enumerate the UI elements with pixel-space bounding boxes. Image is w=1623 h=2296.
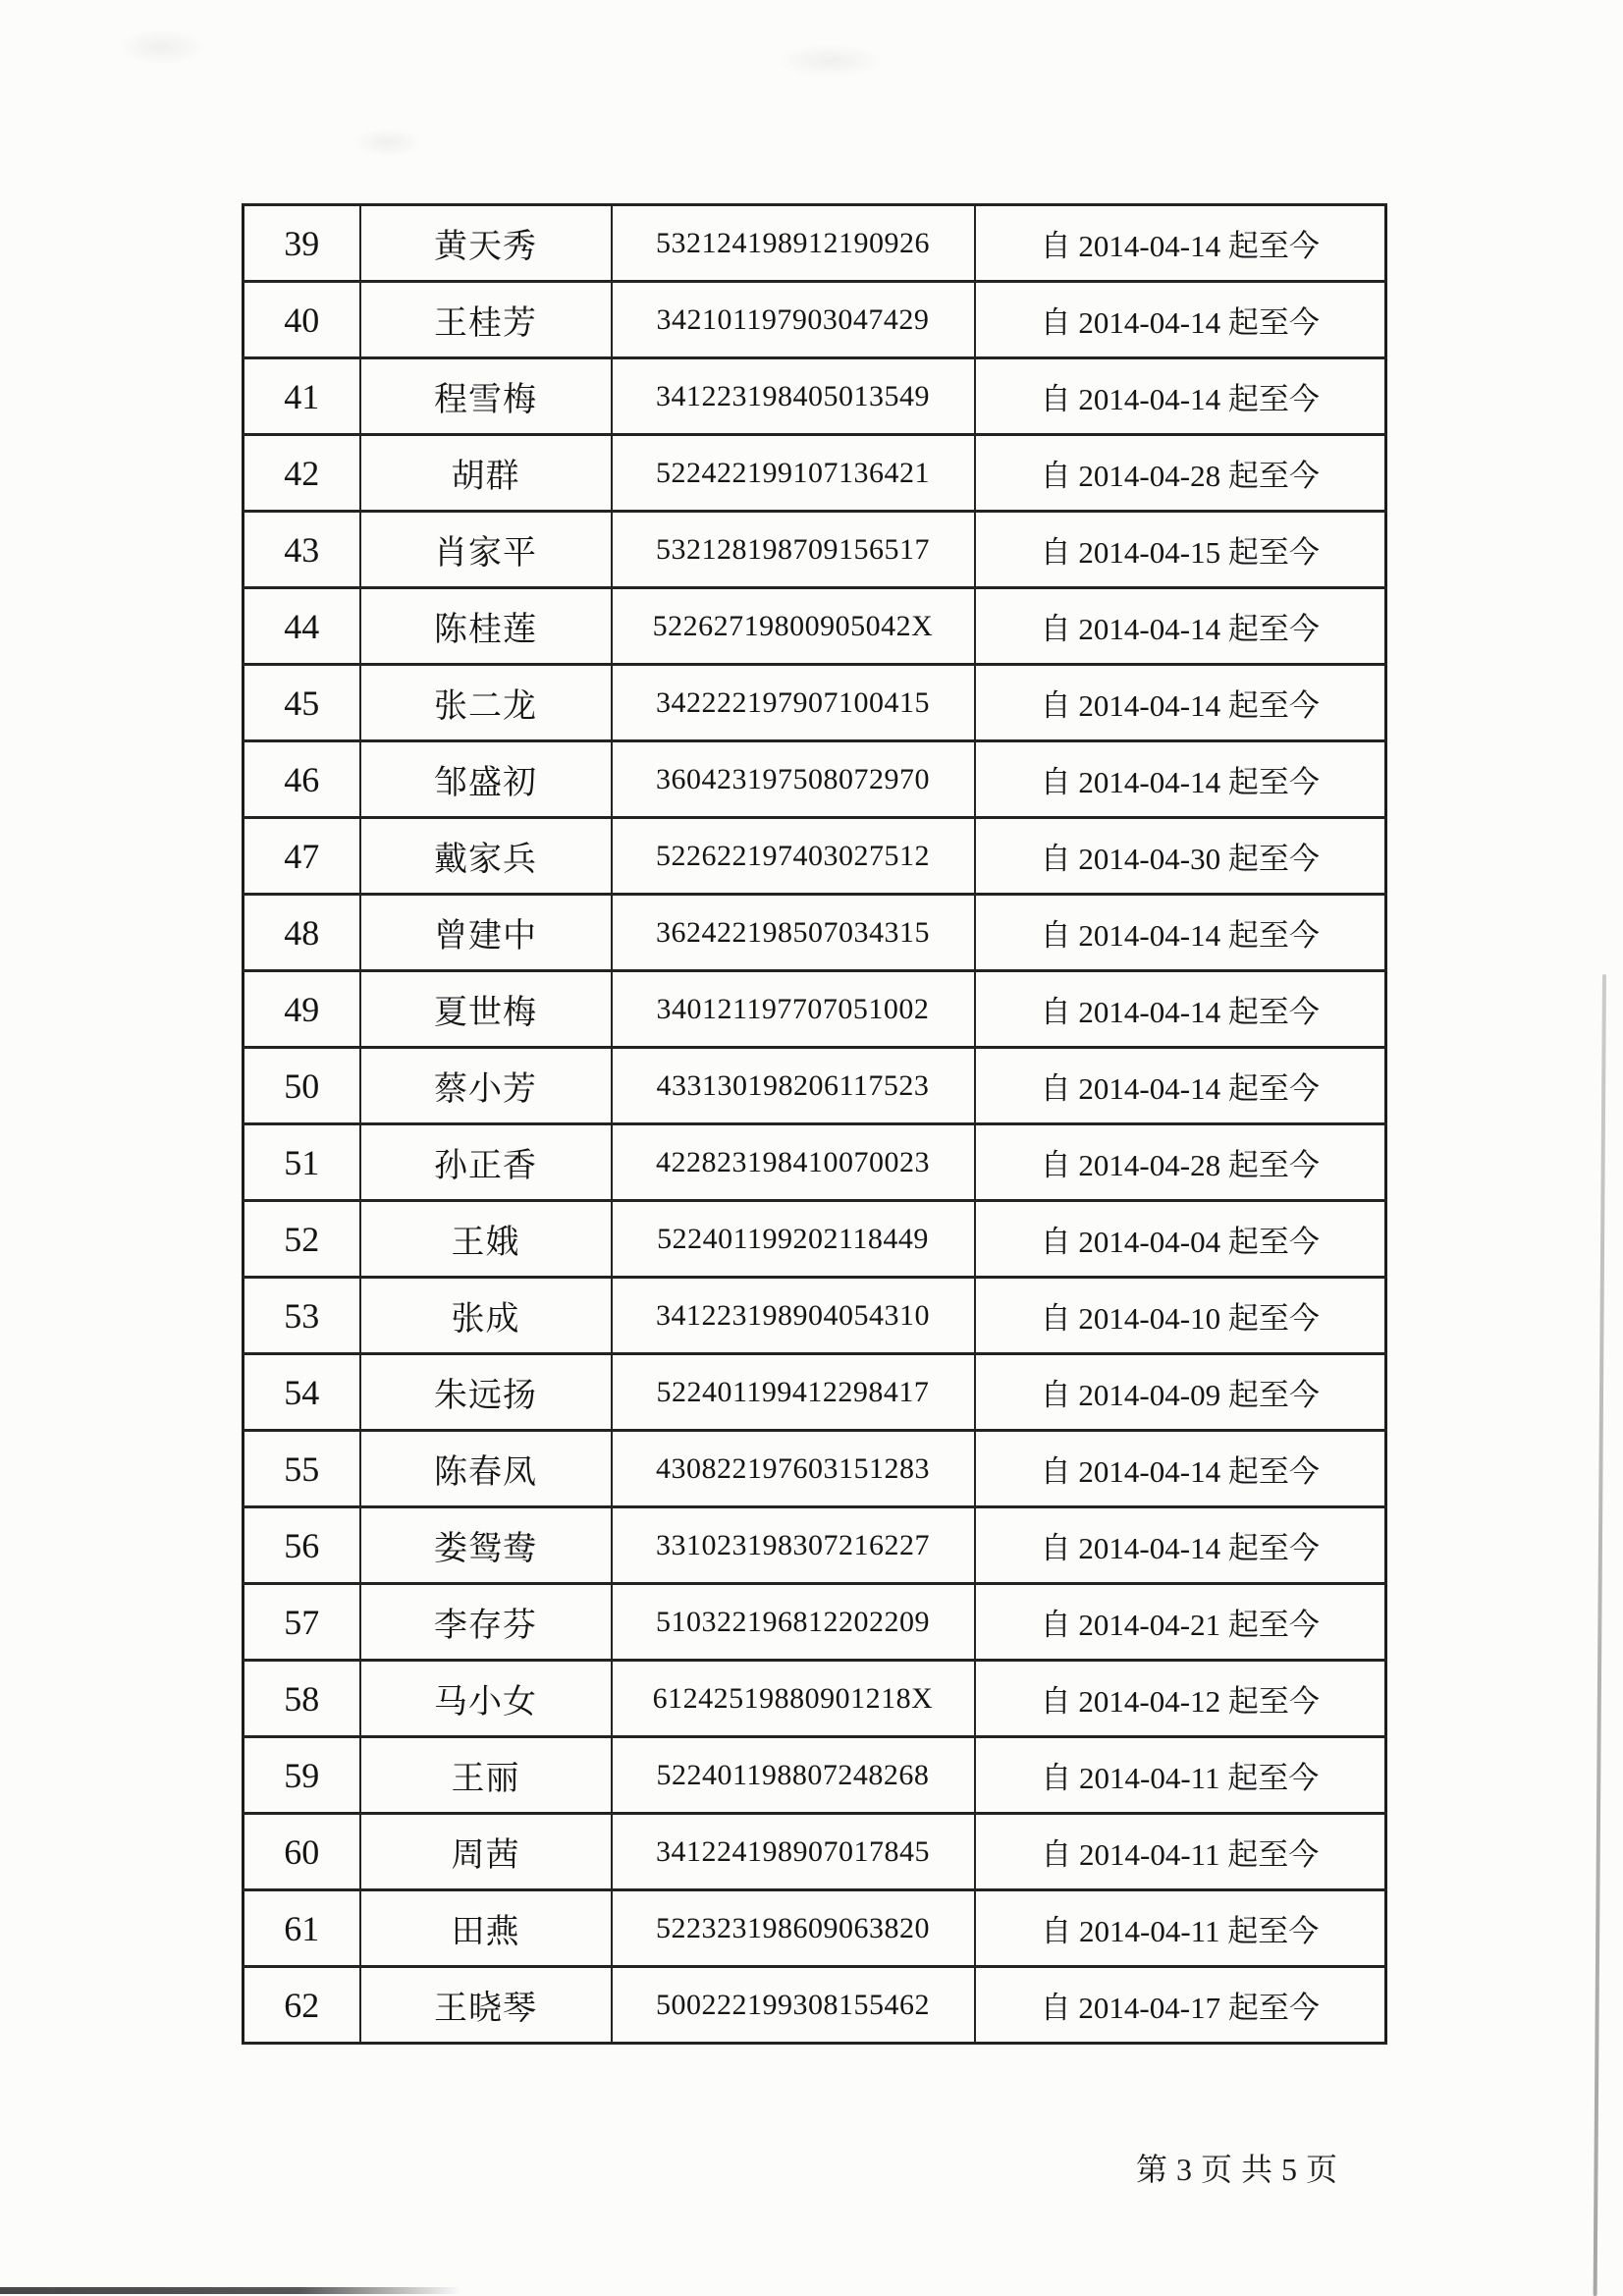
person-name-cell: 戴家兵 xyxy=(360,818,612,895)
validity-period-cell: 自 2014-04-14 起至今 xyxy=(975,1431,1386,1507)
row-number-cell: 54 xyxy=(243,1354,360,1431)
scan-smudge xyxy=(118,29,206,65)
validity-period-cell: 自 2014-04-15 起至今 xyxy=(975,512,1386,588)
id-number-cell: 532128198709156517 xyxy=(612,512,975,588)
row-number-cell: 52 xyxy=(243,1201,360,1278)
person-name-cell: 孙正香 xyxy=(360,1124,612,1201)
row-number-cell: 62 xyxy=(243,1967,360,2044)
id-number-cell: 342101197903047429 xyxy=(612,282,975,358)
validity-period-cell: 自 2014-04-09 起至今 xyxy=(975,1354,1386,1431)
table-row xyxy=(243,282,1386,358)
row-number-cell: 42 xyxy=(243,435,360,512)
person-name-cell: 肖家平 xyxy=(360,512,612,588)
person-name-cell: 张二龙 xyxy=(360,665,612,741)
scan-smudge xyxy=(776,44,884,78)
validity-period-cell: 自 2014-04-28 起至今 xyxy=(975,1124,1386,1201)
id-number-cell: 532124198912190926 xyxy=(612,205,975,282)
scan-artifact-right-edge-line xyxy=(1594,974,1606,2296)
row-number-cell: 55 xyxy=(243,1431,360,1507)
validity-period-cell: 自 2014-04-14 起至今 xyxy=(975,1507,1386,1584)
table-row xyxy=(243,1278,1386,1354)
table-row xyxy=(243,1354,1386,1431)
person-name-cell: 张成 xyxy=(360,1278,612,1354)
validity-period-cell: 自 2014-04-14 起至今 xyxy=(975,971,1386,1048)
id-number-cell: 362422198507034315 xyxy=(612,895,975,971)
row-number-cell: 43 xyxy=(243,512,360,588)
table-row xyxy=(243,1967,1386,2044)
row-number-cell: 60 xyxy=(243,1814,360,1890)
id-number-cell: 341223198904054310 xyxy=(612,1278,975,1354)
validity-period-cell: 自 2014-04-14 起至今 xyxy=(975,205,1386,282)
person-name-cell: 周茜 xyxy=(360,1814,612,1890)
table-row xyxy=(243,358,1386,435)
id-number-cell: 342222197907100415 xyxy=(612,665,975,741)
row-number-cell: 47 xyxy=(243,818,360,895)
row-number-cell: 58 xyxy=(243,1661,360,1737)
table-row xyxy=(243,205,1386,282)
id-number-cell: 422823198410070023 xyxy=(612,1124,975,1201)
person-name-cell: 胡群 xyxy=(360,435,612,512)
row-number-cell: 48 xyxy=(243,895,360,971)
validity-period-cell: 自 2014-04-14 起至今 xyxy=(975,282,1386,358)
personnel-roster-body xyxy=(243,205,1386,2044)
person-name-cell: 程雪梅 xyxy=(360,358,612,435)
table-row xyxy=(243,1124,1386,1201)
id-number-cell: 510322196812202209 xyxy=(612,1584,975,1661)
row-number-cell: 50 xyxy=(243,1048,360,1124)
row-number-cell: 53 xyxy=(243,1278,360,1354)
person-name-cell: 田燕 xyxy=(360,1890,612,1967)
id-number-cell: 340121197707051002 xyxy=(612,971,975,1048)
page-number-footer: 第 3 页 共 5 页 xyxy=(1136,2152,1338,2187)
person-name-cell: 娄鸳鸯 xyxy=(360,1507,612,1584)
person-name-cell: 马小女 xyxy=(360,1661,612,1737)
row-number-cell: 57 xyxy=(243,1584,360,1661)
person-name-cell: 黄天秀 xyxy=(360,205,612,282)
id-number-cell: 430822197603151283 xyxy=(612,1431,975,1507)
table-row xyxy=(243,1890,1386,1967)
person-name-cell: 陈桂莲 xyxy=(360,588,612,665)
person-name-cell: 王桂芳 xyxy=(360,282,612,358)
table-row xyxy=(243,512,1386,588)
validity-period-cell: 自 2014-04-04 起至今 xyxy=(975,1201,1386,1278)
person-name-cell: 李存芬 xyxy=(360,1584,612,1661)
table-row xyxy=(243,741,1386,818)
table-row xyxy=(243,1737,1386,1814)
table-row xyxy=(243,1201,1386,1278)
validity-period-cell: 自 2014-04-14 起至今 xyxy=(975,588,1386,665)
id-number-cell: 433130198206117523 xyxy=(612,1048,975,1124)
scan-artifact-bottom-left-strip xyxy=(0,2287,461,2294)
validity-period-cell: 自 2014-04-11 起至今 xyxy=(975,1737,1386,1814)
person-name-cell: 陈春凤 xyxy=(360,1431,612,1507)
table-row xyxy=(243,1814,1386,1890)
validity-period-cell: 自 2014-04-14 起至今 xyxy=(975,665,1386,741)
table-row xyxy=(243,665,1386,741)
table-row xyxy=(243,1507,1386,1584)
id-number-cell: 331023198307216227 xyxy=(612,1507,975,1584)
table-row xyxy=(243,818,1386,895)
table-row xyxy=(243,1048,1386,1124)
validity-period-cell: 自 2014-04-30 起至今 xyxy=(975,818,1386,895)
person-name-cell: 夏世梅 xyxy=(360,971,612,1048)
validity-period-cell: 自 2014-04-17 起至今 xyxy=(975,1967,1386,2044)
row-number-cell: 59 xyxy=(243,1737,360,1814)
id-number-cell: 500222199308155462 xyxy=(612,1967,975,2044)
validity-period-cell: 自 2014-04-12 起至今 xyxy=(975,1661,1386,1737)
validity-period-cell: 自 2014-04-14 起至今 xyxy=(975,358,1386,435)
table-row xyxy=(243,1661,1386,1737)
table-row xyxy=(243,435,1386,512)
table-row xyxy=(243,588,1386,665)
validity-period-cell: 自 2014-04-14 起至今 xyxy=(975,741,1386,818)
person-name-cell: 王丽 xyxy=(360,1737,612,1814)
table-row xyxy=(243,895,1386,971)
table-row xyxy=(243,1584,1386,1661)
id-number-cell: 52262719800905042X xyxy=(612,588,975,665)
person-name-cell: 王晓琴 xyxy=(360,1967,612,2044)
row-number-cell: 46 xyxy=(243,741,360,818)
id-number-cell: 522422199107136421 xyxy=(612,435,975,512)
table-row xyxy=(243,971,1386,1048)
person-name-cell: 曾建中 xyxy=(360,895,612,971)
validity-period-cell: 自 2014-04-11 起至今 xyxy=(975,1814,1386,1890)
row-number-cell: 41 xyxy=(243,358,360,435)
id-number-cell: 61242519880901218X xyxy=(612,1661,975,1737)
validity-period-cell: 自 2014-04-10 起至今 xyxy=(975,1278,1386,1354)
table-row xyxy=(243,1431,1386,1507)
validity-period-cell: 自 2014-04-28 起至今 xyxy=(975,435,1386,512)
validity-period-cell: 自 2014-04-11 起至今 xyxy=(975,1890,1386,1967)
scan-smudge xyxy=(353,128,422,157)
id-number-cell: 522622197403027512 xyxy=(612,818,975,895)
id-number-cell: 522401198807248268 xyxy=(612,1737,975,1814)
validity-period-cell: 自 2014-04-21 起至今 xyxy=(975,1584,1386,1661)
row-number-cell: 56 xyxy=(243,1507,360,1584)
validity-period-cell: 自 2014-04-14 起至今 xyxy=(975,1048,1386,1124)
id-number-cell: 522401199202118449 xyxy=(612,1201,975,1278)
row-number-cell: 61 xyxy=(243,1890,360,1967)
person-name-cell: 邹盛初 xyxy=(360,741,612,818)
person-name-cell: 朱远扬 xyxy=(360,1354,612,1431)
id-number-cell: 341224198907017845 xyxy=(612,1814,975,1890)
row-number-cell: 49 xyxy=(243,971,360,1048)
row-number-cell: 51 xyxy=(243,1124,360,1201)
person-name-cell: 蔡小芳 xyxy=(360,1048,612,1124)
id-number-cell: 522323198609063820 xyxy=(612,1890,975,1967)
row-number-cell: 45 xyxy=(243,665,360,741)
id-number-cell: 360423197508072970 xyxy=(612,741,975,818)
id-number-cell: 341223198405013549 xyxy=(612,358,975,435)
person-name-cell: 王娥 xyxy=(360,1201,612,1278)
row-number-cell: 44 xyxy=(243,588,360,665)
personnel-roster-table xyxy=(242,203,1387,2045)
row-number-cell: 40 xyxy=(243,282,360,358)
id-number-cell: 522401199412298417 xyxy=(612,1354,975,1431)
validity-period-cell: 自 2014-04-14 起至今 xyxy=(975,895,1386,971)
row-number-cell: 39 xyxy=(243,205,360,282)
